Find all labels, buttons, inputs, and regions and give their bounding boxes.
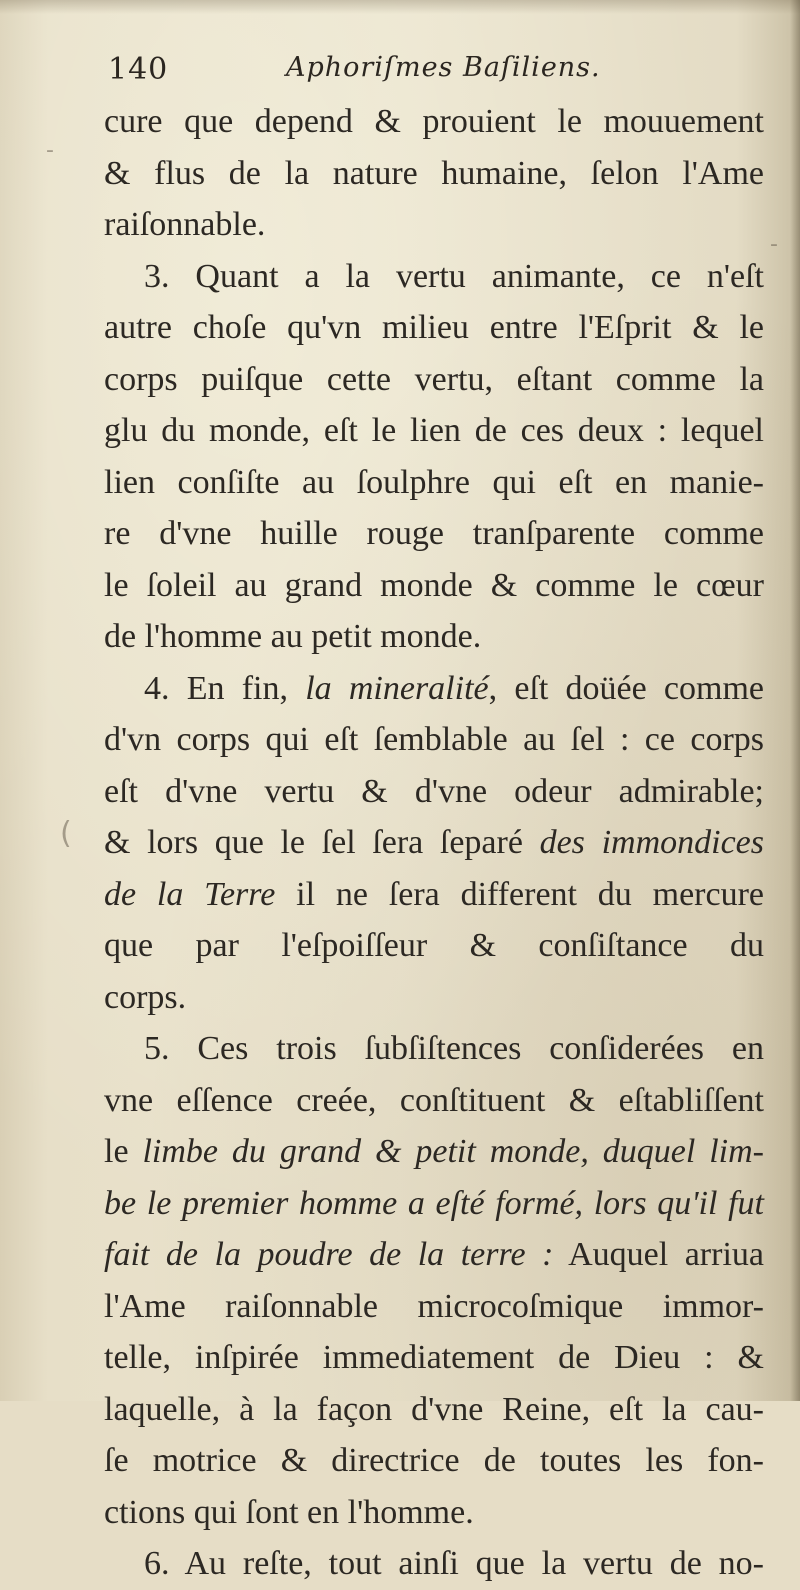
text-line: re d'vne huille rouge tranſparente comme — [104, 515, 764, 552]
text-line: eſt d'vne vertu & d'vne odeur admirable; — [104, 772, 764, 810]
page-top-shadow — [0, 0, 800, 14]
text-line: l'Ame raiſonnable microcoſmique immor- — [104, 1287, 764, 1325]
running-title: Aphoriſmes Baſiliens. — [286, 52, 601, 83]
text-line: le limbe du grand & petit monde, duquel lim- — [104, 1133, 764, 1170]
page-header — [108, 52, 668, 96]
text-line: fait de la poudre de la terre : Auquel arriua — [104, 1236, 764, 1273]
text-line: ſe motrice & directrice de toutes les fon- — [104, 1442, 764, 1479]
text-line: 6. Au reſte, tout ainſi que la vertu de no- — [144, 1545, 764, 1582]
text-line: telle, inſpirée immediatement de Dieu : & — [104, 1339, 764, 1376]
text-line: cure que depend & prouient le mouuement — [104, 103, 764, 140]
text-line: laquelle, à la façon d'vne Reine, eſt la cau- — [104, 1390, 764, 1428]
text-line: autre choſe qu'vn milieu entre l'Eſprit & le — [104, 309, 764, 346]
text-line: 4. En fin, la mineralité, eſt doüée comme — [144, 669, 764, 707]
text-line: 5. Ces trois ſubſiſtences conſiderées en — [144, 1030, 764, 1067]
page-number: 140 — [108, 52, 169, 87]
text-line: vne eſſence creée, conſtituent & eſtabliſſent — [104, 1081, 764, 1119]
body-text — [104, 96, 764, 1590]
text-line: glu du monde, eſt le lien de ces deux : lequel — [104, 412, 764, 449]
margin-stain-mark: ‐ — [46, 138, 54, 163]
text-line: & flus de la nature humaine, ſelon l'Ame — [104, 154, 764, 192]
margin-stain-mark: ( — [60, 816, 72, 851]
text-line: d'vn corps qui eſt ſemblable au ſel : ce corps — [104, 721, 764, 758]
text-line: de l'homme au petit monde. — [104, 618, 482, 655]
margin-stain-mark: ‐ — [770, 232, 778, 257]
text-line: corps. — [104, 978, 187, 1016]
text-line: raiſonnable. — [104, 206, 266, 243]
text-line: be le premier homme a eſté formé, lors qu'il fut — [104, 1184, 764, 1222]
text-line: corps puiſque cette vertu, eſtant comme la — [104, 360, 764, 398]
text-line: lien conſiſte au ſoulphre qui eſt en manie- — [104, 463, 764, 501]
text-line: de la Terre il ne ſera different du mercure — [104, 875, 764, 913]
text-line: ctions qui ſont en l'homme. — [104, 1493, 474, 1531]
text-line: 3. Quant a la vertu animante, ce n'eſt — [144, 257, 764, 295]
text-line: le ſoleil au grand monde & comme le cœur — [104, 566, 764, 604]
text-line: que par l'eſpoiſſeur & conſiſtance du — [104, 927, 764, 964]
text-line: & lors que le ſel ſera ſeparé des immondices — [104, 824, 764, 861]
page-right-shadow — [790, 0, 800, 1401]
